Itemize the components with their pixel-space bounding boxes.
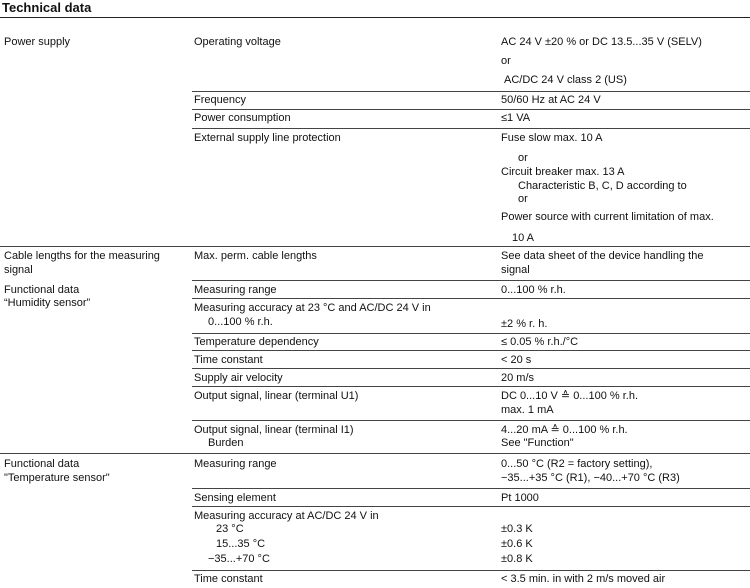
value-output-u1-1: DC 0...10 V ≙ 0...100 % r.h. xyxy=(501,390,639,402)
param-temperature-range: Measuring range xyxy=(194,458,277,470)
param-max-cable-lengths: Max. perm. cable lengths xyxy=(194,250,317,262)
param-power-consumption: Power consumption xyxy=(194,112,291,124)
row-divider xyxy=(192,368,750,369)
value-or: or xyxy=(518,152,528,164)
value-power-source: Power source with current limitation of max. xyxy=(501,211,714,223)
value-temperature-range-1: 0...50 °C (R2 = factory setting), xyxy=(501,458,653,470)
section-divider xyxy=(0,246,750,247)
value-output-u1-2: max. 1 mA xyxy=(501,404,554,416)
value-circuit-breaker: Circuit breaker max. 13 A xyxy=(501,166,625,178)
value-humidity-time-constant: < 20 s xyxy=(501,354,532,366)
value-operating-voltage-or: or xyxy=(501,55,511,67)
value-power-consumption: ≤1 VA xyxy=(501,112,531,124)
section-label-cable-lengths-2: signal xyxy=(4,264,33,276)
row-divider xyxy=(192,570,750,571)
param-output-i1: Output signal, linear (terminal I1) xyxy=(194,424,354,436)
param-accuracy-range-2: 15...35 °C xyxy=(216,538,266,550)
param-air-velocity: Supply air velocity xyxy=(194,372,283,384)
param-operating-voltage: Operating voltage xyxy=(194,36,281,48)
page-title: Technical data xyxy=(2,0,92,15)
section-label-temperature-2: "Temperature sensor" xyxy=(4,472,110,484)
param-frequency: Frequency xyxy=(194,94,246,106)
value-temperature-range-2: −35...+35 °C (R1), −40...+70 °C (R3) xyxy=(501,472,680,484)
row-divider xyxy=(192,488,750,489)
value-operating-voltage-2: AC/DC 24 V class 2 (US) xyxy=(504,74,627,86)
param-line-protection: External supply line protection xyxy=(194,132,341,144)
param-output-u1: Output signal, linear (terminal U1) xyxy=(194,390,359,402)
value-or: or xyxy=(518,193,528,205)
row-divider xyxy=(192,91,750,92)
section-divider xyxy=(192,280,750,281)
param-humidity-time-constant: Time constant xyxy=(194,354,263,366)
section-label-humidity-2: “Humidity sensor” xyxy=(4,297,91,309)
param-temperature-accuracy: Measuring accuracy at AC/DC 24 V in xyxy=(194,510,379,522)
section-label-power-supply: Power supply xyxy=(4,36,71,48)
value-temperature-dependency: ≤ 0.05 % r.h./°C xyxy=(501,336,579,348)
param-temperature-time-constant: Time constant xyxy=(194,573,263,585)
param-accuracy-range-1: 23 °C xyxy=(216,523,244,535)
value-humidity-range: 0...100 % r.h. xyxy=(501,284,566,296)
param-output-i1-burden: Burden xyxy=(208,437,244,449)
row-divider xyxy=(192,386,750,387)
param-temperature-dependency: Temperature dependency xyxy=(194,336,319,348)
value-humidity-accuracy: ±2 % r. h. xyxy=(501,318,548,330)
row-divider xyxy=(192,506,750,507)
row-divider xyxy=(192,420,750,421)
value-air-velocity: 20 m/s xyxy=(501,372,535,384)
value-accuracy-3: ±0.8 K xyxy=(501,553,533,565)
row-divider xyxy=(192,333,750,334)
value-cable-lengths-1: See data sheet of the device handling the xyxy=(501,250,704,262)
value-accuracy-2: ±0.6 K xyxy=(501,538,533,550)
section-divider xyxy=(0,453,750,454)
value-power-source-current: 10 A xyxy=(512,232,535,244)
value-temperature-time-constant: < 3.5 min. in with 2 m/s moved air xyxy=(501,573,666,585)
param-humidity-range: Measuring range xyxy=(194,284,277,296)
param-accuracy-range-3: −35...+70 °C xyxy=(208,553,270,565)
row-divider xyxy=(192,350,750,351)
row-divider xyxy=(192,128,750,129)
title-rule xyxy=(0,17,750,18)
value-output-i1-2: See "Function" xyxy=(501,437,574,449)
value-operating-voltage-1: AC 24 V ±20 % or DC 13.5...35 V (SELV) xyxy=(501,36,702,48)
param-humidity-accuracy-2: 0...100 % r.h. xyxy=(208,316,273,328)
value-sensing-element: Pt 1000 xyxy=(501,492,539,504)
value-frequency: 50/60 Hz at AC 24 V xyxy=(501,94,601,106)
row-divider xyxy=(192,109,750,110)
row-divider xyxy=(192,298,750,299)
value-output-i1-1: 4...20 mA ≙ 0...100 % r.h. xyxy=(501,424,628,436)
value-fuse: Fuse slow max. 10 A xyxy=(501,132,603,144)
param-sensing-element: Sensing element xyxy=(194,492,276,504)
section-label-temperature: Functional data xyxy=(4,458,80,470)
value-characteristic: Characteristic B, C, D according to xyxy=(518,180,687,192)
value-cable-lengths-2: signal xyxy=(501,264,530,276)
section-label-cable-lengths: Cable lengths for the measuring xyxy=(4,250,160,262)
value-accuracy-1: ±0.3 K xyxy=(501,523,533,535)
param-humidity-accuracy: Measuring accuracy at 23 °C and AC/DC 24 V in xyxy=(194,302,431,314)
section-label-humidity: Functional data xyxy=(4,284,80,296)
